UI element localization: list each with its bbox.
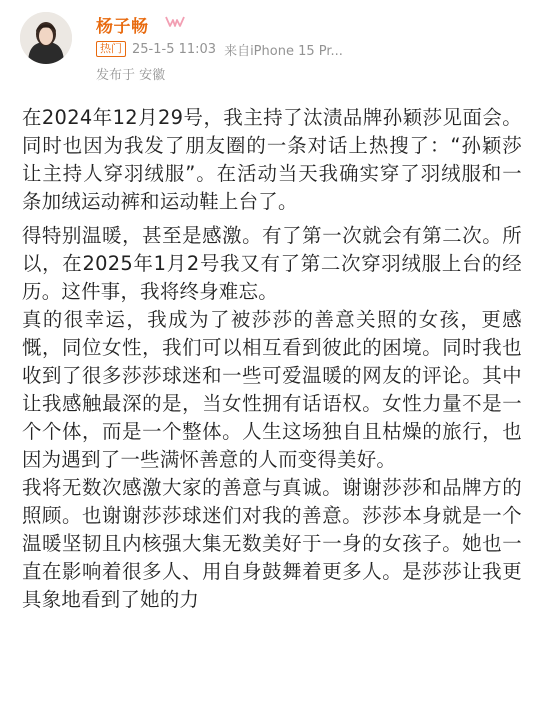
post-source: 来自iPhone 15 Pr...: [224, 43, 343, 59]
post-date: 25-1-5 11:03: [132, 41, 217, 57]
avatar[interactable]: [20, 12, 72, 64]
post-paragraph: 真的很幸运，我成为了被莎莎的善意关照的女孩，更感慨，同位女性，我们可以相互看到彼此的困境。同时我也收到了很多莎莎球迷和一些可爱温暖的网友的评论。其中让我感触最深的是，当女性拥有话语权。女性力量不是一个个体，而是一个整体。人生这场独自且枯燥的旅行，也因为遇到了一些满怀善意的人而变得美好。: [22, 308, 522, 471]
post-paragraph: 在2024年12月29号，我主持了汰渍品牌孙颖莎见面会。同时也因为我发了朋友圈的一条对话上热搜了：“孙颖莎让主持人穿羽绒服”。在活动当天我确实穿了羽绒服和一条加绒运动裤和运动鞋上台了。: [22, 106, 522, 213]
post-header: [0, 0, 540, 92]
post-paragraph: 我将无数次感激大家的善意与真诚。谢谢莎莎和品牌方的照顾。也谢谢莎莎球迷们对我的善意。莎莎本身就是一个温暖坚韧且内核强大集无数美好于一身的女孩子。她也一直在影响着很多人、用自身鼓舞着更多人。是莎莎让我更具象地看到了她的力: [22, 476, 522, 611]
post-paragraph: 得特别温暖，甚至是感激。有了第一次就会有第二次。所以，在2025年1月2号我又有了第二次穿羽绒服上台的经历。这件事，我将终身难忘。: [22, 224, 522, 303]
username[interactable]: 杨子畅: [96, 17, 149, 37]
post-meta: [96, 40, 343, 58]
vip-badge-icon: [164, 15, 186, 29]
post-body: [22, 104, 522, 614]
ip-location: 发布于 安徽: [96, 68, 166, 83]
hot-tag: 热门: [96, 41, 126, 57]
